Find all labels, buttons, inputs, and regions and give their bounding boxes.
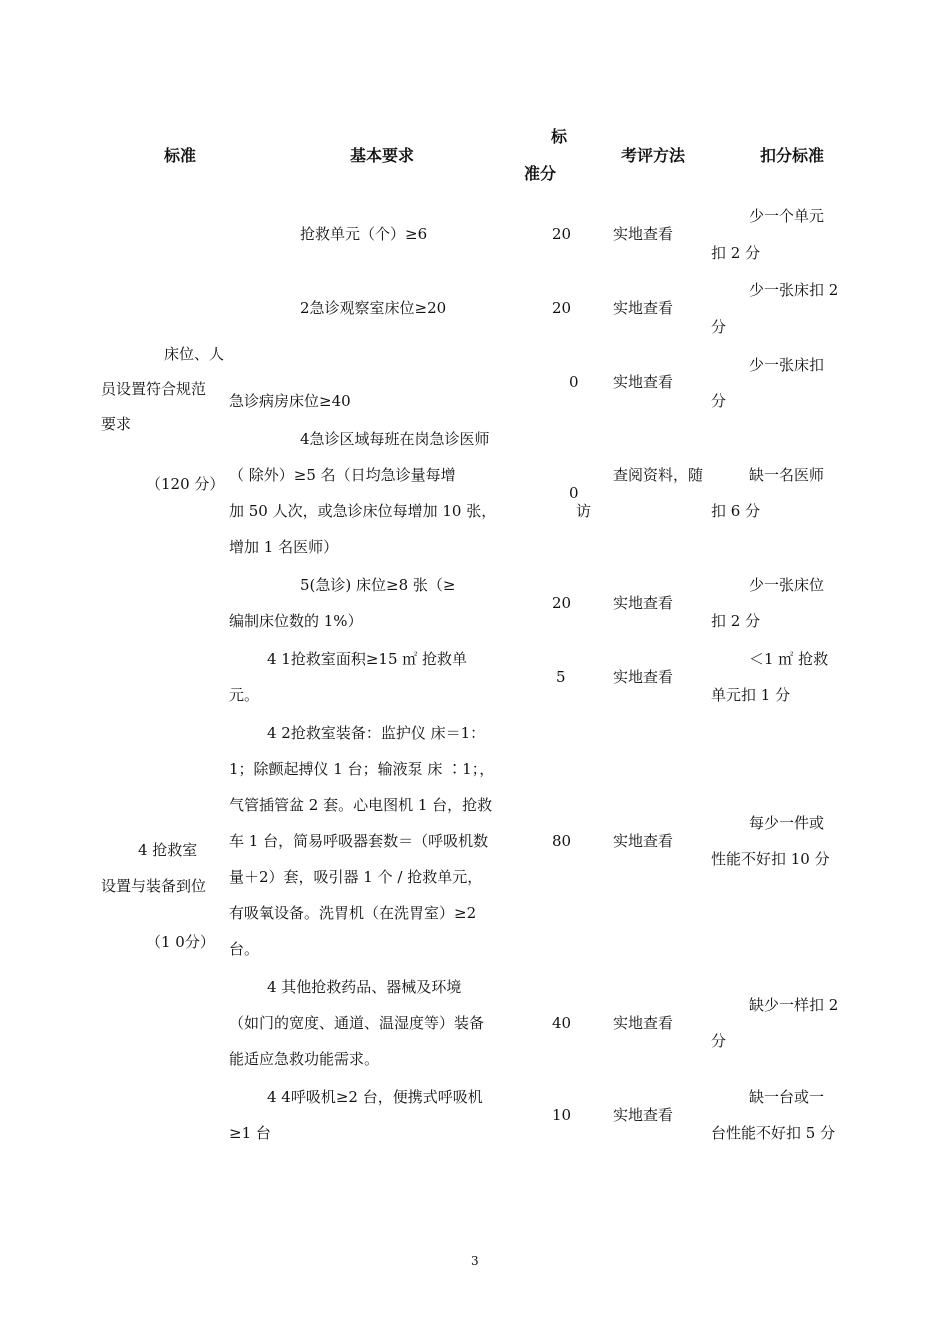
s1-r1-score: 20: [552, 225, 572, 243]
s2-r3-deduct-line1: 缺少一样扣 2: [749, 996, 839, 1014]
s2-r4-req-line2: ≥1 台: [229, 1124, 271, 1142]
s2-r4-method: 实地查看: [613, 1106, 674, 1124]
s2-r3-score: 40: [552, 1014, 572, 1032]
header-method: 考评方法: [621, 146, 686, 165]
section1-title-line2: 员设置符合规范: [101, 380, 207, 398]
s1-r5-deduct-line1: 少一张床位: [749, 576, 825, 594]
s1-r5-method: 实地查看: [613, 594, 674, 612]
s1-r1-method: 实地查看: [613, 225, 674, 243]
section2-title-line1: 4 抢救室: [138, 841, 198, 859]
s1-r2-deduct-line2: 分: [711, 318, 727, 336]
section1-title-line1: 床位、人: [164, 345, 225, 363]
s1-r4-req-line3: 加 50 人次，或急诊床位每增加 10 张，: [229, 502, 497, 520]
s2-r3-req-line3: 能适应急救功能需求。: [229, 1050, 380, 1068]
s1-r4-req-line1: 4急诊区域每班在岗急诊医师: [300, 430, 490, 448]
s1-r3-score: 0: [569, 373, 579, 391]
s2-r3-req-line1: 4 其他抢救药品、器械及环境: [267, 978, 462, 996]
header-score-line2: 准分: [524, 164, 557, 183]
s2-r1-deduct-line1: ＜1 ㎡ 抢救: [749, 650, 829, 668]
section1-title-line3: 要求: [101, 415, 132, 433]
s2-r2-deduct-line2: 性能不好扣 10 分: [711, 850, 830, 868]
header-score-line1: 标: [551, 127, 568, 146]
s2-r4-req-line1: 4 4呼吸机≥2 台，便携式呼吸机: [267, 1088, 483, 1106]
s2-r2-req-line3: 气管插管盆 2 套。心电图机 1 台，抢救: [229, 796, 493, 814]
s2-r2-req-line5: 量＋2）套，吸引器 1 个 / 抢救单元，: [229, 868, 483, 886]
s1-r3-req-line: 急诊病房床位≥40: [229, 392, 351, 410]
section1-total: （120 分）: [146, 475, 225, 493]
header-requirement: 基本要求: [350, 146, 415, 165]
s2-r1-deduct-line2: 单元扣 1 分: [711, 686, 791, 704]
s2-r2-req-line6: 有吸氧设备。洗胃机（在洗胃室）≥2: [229, 904, 477, 922]
s1-r5-deduct-line2: 扣 2 分: [711, 612, 761, 630]
s2-r2-req-line1: 4 2抢救室装备：监护仪 床＝1：: [267, 724, 486, 742]
s2-r2-req-line4: 车 1 台，简易呼吸器套数＝（呼吸机数: [229, 832, 489, 850]
s2-r4-deduct-line1: 缺一台或一: [749, 1088, 825, 1106]
s1-r2-method: 实地查看: [613, 299, 674, 317]
s1-r4-req-line2: （ 除外）≥5 名（日均急诊量每增: [229, 466, 456, 484]
page-number: 3: [471, 1254, 479, 1268]
s2-r3-req-line2: （如门的宽度、通道、温湿度等）装备: [229, 1014, 485, 1032]
s1-r4-score: 0: [569, 484, 579, 502]
s1-r2-deduct-line1: 少一张床扣 2: [749, 281, 839, 299]
header-standard: 标准: [164, 146, 197, 165]
s2-r3-deduct-line2: 分: [711, 1032, 727, 1050]
s1-r3-deduct-line2: 分: [711, 392, 727, 410]
s1-r4-method-line2: 访: [576, 502, 592, 520]
section2-total: （1 0分）: [146, 933, 215, 951]
s1-r2-req-line: 2急诊观察室床位≥20: [300, 299, 447, 317]
s1-r3-deduct-line1: 少一张床扣: [749, 356, 825, 374]
s1-r3-method: 实地查看: [613, 373, 674, 391]
header-deduction: 扣分标准: [760, 146, 825, 165]
s1-r5-req-line2: 编制床位数的 1%）: [229, 612, 363, 630]
s2-r1-req-line1: 4 1抢救室面积≥15 ㎡ 抢救单: [267, 650, 468, 668]
s1-r4-req-line4: 增加 1 名医师）: [229, 538, 339, 556]
s2-r2-method: 实地查看: [613, 832, 674, 850]
s2-r1-method: 实地查看: [613, 668, 674, 686]
s2-r2-score: 80: [552, 832, 572, 850]
s2-r3-method: 实地查看: [613, 1014, 674, 1032]
s1-r1-deduct-line2: 扣 2 分: [711, 244, 761, 262]
s1-r5-score: 20: [552, 594, 572, 612]
section2-title-line2: 设置与装备到位: [101, 877, 207, 895]
s2-r2-req-line2: 1；除颤起搏仪 1 台；输液泵 床 ∶1；，: [229, 760, 495, 778]
s1-r5-req-line1: 5(急诊) 床位≥8 张（≥: [300, 576, 456, 594]
s2-r1-score: 5: [556, 668, 566, 686]
s2-r2-req-line7: 台。: [229, 940, 260, 958]
s2-r2-deduct-line1: 每少一件或: [749, 814, 825, 832]
s1-r1-deduct-line1: 少一个单元: [749, 207, 825, 225]
s2-r4-score: 10: [552, 1106, 572, 1124]
s1-r4-method-line1: 查阅资料，随: [613, 466, 704, 484]
s2-r4-deduct-line2: 台性能不好扣 5 分: [711, 1124, 836, 1142]
s1-r4-deduct-line2: 扣 6 分: [711, 502, 761, 520]
s1-r1-req-line: 抢救单元（个）≥6: [300, 225, 428, 243]
s2-r1-req-line2: 元。: [229, 686, 260, 704]
s1-r2-score: 20: [552, 299, 572, 317]
s1-r4-deduct-line1: 缺一名医师: [749, 466, 825, 484]
